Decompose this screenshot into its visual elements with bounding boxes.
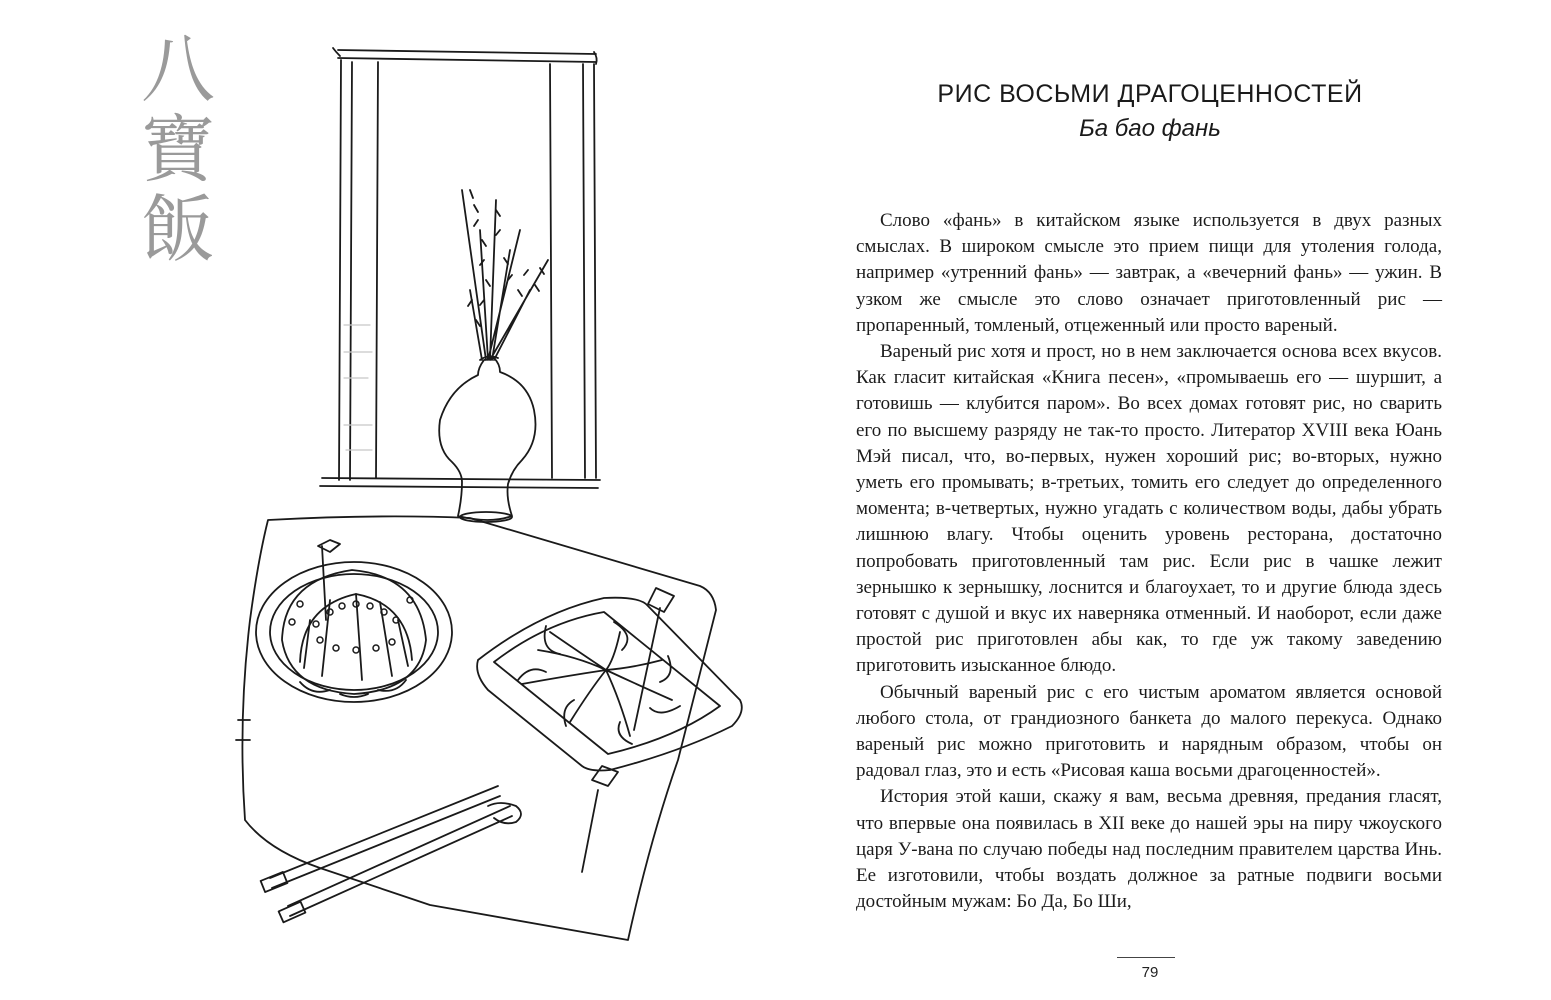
sliced-dish-plate-drawing xyxy=(477,598,742,771)
page-subtitle: Ба бао фань xyxy=(1079,115,1221,142)
table-setting-illustration xyxy=(0,0,775,1000)
body-text xyxy=(856,208,1442,915)
cjk-char-2: 寶 xyxy=(141,107,215,193)
paragraph-3: Обычный вареный рис с его чистым ароматом является основой любого стола, от грандиозного банкета до малого перекуса. Однако вареный рис можно приготовить и нарядным образом, чтобы он радовал глаз, это и есть «Рисовая каша восьми драгоценностей». xyxy=(856,681,1442,782)
left-page xyxy=(0,0,775,1000)
page-title: РИС ВОСЬМИ ДРАГОЦЕННОСТЕЙ xyxy=(937,80,1363,108)
placemat-drawing xyxy=(236,516,716,940)
bleed-through-marks xyxy=(344,325,372,450)
vase-drawing xyxy=(439,190,548,522)
cjk-char-3: 飯 xyxy=(141,187,215,273)
window-frame-drawing xyxy=(320,48,600,488)
chopsticks-drawing xyxy=(261,786,521,922)
paragraph-1: Слово «фань» в китайском языке используется в двух разных смыслах. В широком смысле это прием пищи для утоления голода, например «утренний фань» — завтрак, а «вечерний фань» — ужин. В узком же смысле это слово означает приготовленный рис — пропаренный, томленый, отцеженный или просто вареный. xyxy=(856,210,1442,336)
right-page xyxy=(830,0,1470,1000)
paragraph-2: Вареный рис хотя и прост, но в нем заключается основа всех вкусов. Как гласит китайская «Книга песен», «промываешь его — шуршит, а готовишь — клубится паром». Во всех домах готовят рис, но сварить его по высшему разряду не так-то просто. Литератор XVIII века Юань Мэй писал, что, во-первых, нужен хороший рис; во-вторых, нужно уметь его промывать; в-третьих, томить его следует до определенного момента; в-четвертых, нужно угадать с количеством воды, дабы убрать лишнюю влагу. Чтобы оценить уровень ресторана, достаточно попробовать приготовленный там рис. Если рис в чашке лежит зернышко к зернышку, лоснится и благоухает, то и другие блюда здесь готовят с душой и вкус их наверняка отменный. И наоборот, если даже простой рис приготовлен абы как, то где уж такому заведению приготовить изысканное блюдо. xyxy=(856,341,1442,677)
paragraph-4: История этой каши, скажу я вам, весьма древняя, предания гласят, что впервые она появилась в XII веке до нашей эры на пиру чжоуского царя У-вана по случаю победы над последним правителем царства Инь. Ее изготовили, чтобы воздать должное за ратные подвиги восьми достойным мужам: Бо Да, Бо Ши, xyxy=(856,786,1442,913)
cjk-char-1: 八 xyxy=(141,27,215,113)
rice-dome-plate-drawing xyxy=(256,562,452,702)
page-number: 79 xyxy=(1141,964,1159,981)
footer-rule xyxy=(1117,957,1175,958)
